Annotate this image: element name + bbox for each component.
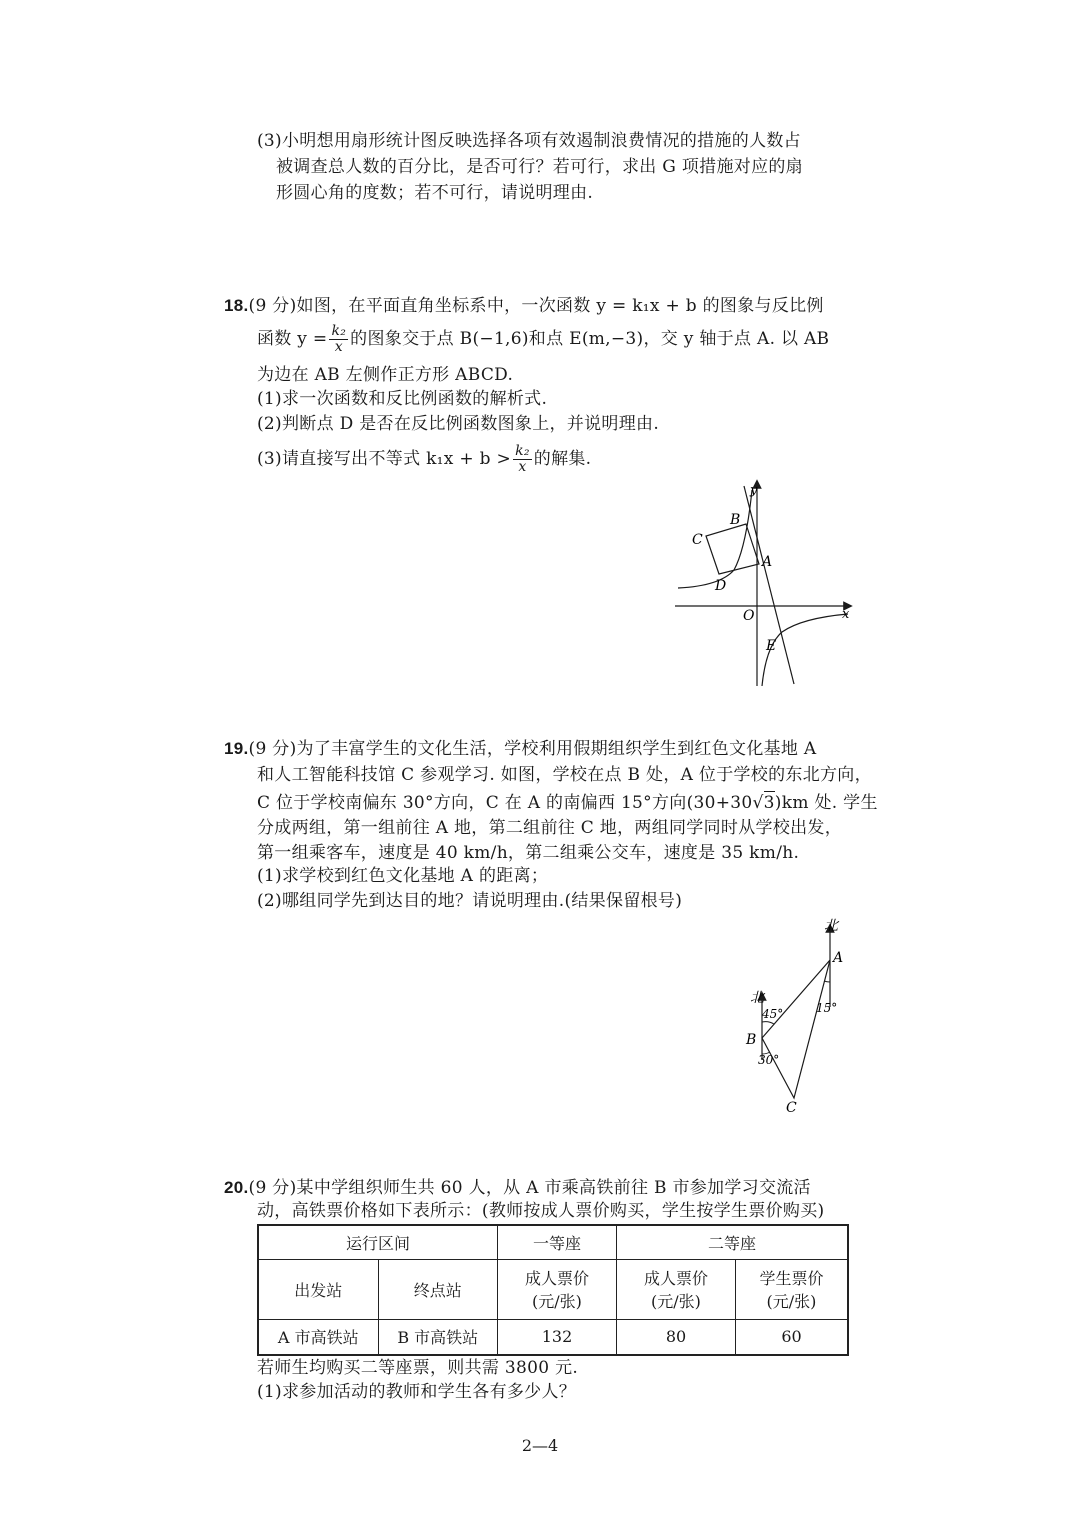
- table-header-row: [258, 1225, 848, 1259]
- q18-part3b: 的解集.: [533, 449, 592, 469]
- q18-line3: 为边在 AB 左侧作正方形 ABCD.: [257, 365, 514, 385]
- q19-line4: 分成两组，第一组前往 A 地，第二组前往 C 地，两组同学同时从学校出发，: [257, 818, 842, 838]
- label-a-q19: A: [833, 950, 844, 966]
- q19-line2: 和人工智能科技馆 C 参观学习. 如图，学校在点 B 处，A 位于学校的东北方向，: [257, 765, 872, 785]
- cell-arrive-station: B 市高铁站: [378, 1319, 498, 1355]
- label-15deg: 15°: [816, 1001, 838, 1015]
- q18-score: (9 分): [248, 296, 297, 316]
- ticket-price-table: [257, 1224, 849, 1356]
- label-d: D: [715, 578, 727, 594]
- q18-fraction: [329, 324, 348, 355]
- triangle-abc: [762, 960, 830, 1098]
- q19-number: 19.: [224, 739, 249, 758]
- square-abcd: [706, 524, 759, 574]
- q19-score: (9 分): [248, 739, 297, 759]
- q19-text3a: C 位于学校南偏东 30°方向，C 在 A 的南偏西 15°方向(30+30: [257, 793, 753, 813]
- adult-price-label-2: 成人票价: [643, 1269, 708, 1288]
- q19-line1: [224, 738, 817, 760]
- hyperbola-left-branch: [678, 490, 752, 588]
- label-e: E: [766, 638, 777, 654]
- label-c: C: [692, 532, 703, 548]
- q18-part1: (1)求一次函数和反比例函数的解析式.: [257, 389, 548, 409]
- q17-part3-line1: (3)小明想用扇形统计图反映选择各项有效遏制浪费情况的措施的人数占: [257, 131, 801, 151]
- q20-number: 20.: [224, 1178, 249, 1197]
- th-section: 运行区间: [258, 1225, 498, 1259]
- q19-text1: 为了丰富学生的文化生活，学校利用假期组织学生到红色文化基地 A: [296, 739, 817, 759]
- q18-part3: [257, 442, 591, 476]
- q19-part2: (2)哪组同学先到达目的地？请说明理由.(结果保留根号): [257, 891, 683, 911]
- page-number: 2—4: [521, 1436, 559, 1455]
- unit-label-3: (元/张): [766, 1292, 817, 1311]
- label-45deg: 45°: [762, 1007, 784, 1021]
- student-price-label: 学生票价: [759, 1269, 824, 1288]
- th-first-class: 一等座: [498, 1225, 617, 1259]
- angle-arc-45: [762, 1022, 774, 1024]
- q20-text1: 某中学组织师生共 60 人，从 A 市乘高铁前往 B 市参加学习交流活: [296, 1178, 811, 1198]
- q20-line2: 动，高铁票价格如下表所示：(教师按成人票价购买，学生按学生票价购买): [257, 1201, 825, 1221]
- q18-p3-frac-den: x: [518, 459, 527, 475]
- unit-label-1: (元/张): [532, 1292, 582, 1311]
- q18-number: 18.: [224, 296, 249, 315]
- table-row: [258, 1319, 848, 1355]
- q17-part3-line3: 形圆心角的度数；若不可行，请说明理由.: [276, 183, 594, 203]
- label-30deg: 30°: [758, 1053, 780, 1067]
- label-north-b: 北: [750, 990, 764, 1006]
- label-y: y: [750, 483, 758, 498]
- label-o: O: [743, 608, 755, 624]
- q18-coordinate-figure: [670, 478, 860, 690]
- q18-text1: 如图，在平面直角坐标系中，一次函数 y = k₁x + b 的图象与反比例: [296, 296, 824, 316]
- q19-text3b: )km 处. 学生: [774, 793, 878, 813]
- q18-frac-num: k₂: [331, 323, 347, 339]
- linear-function-line: [744, 486, 794, 684]
- th-adult-first: [498, 1259, 617, 1319]
- q20-part1: (1)求参加活动的教师和学生各有多少人？: [257, 1382, 577, 1402]
- q17-part3-line2: 被调查总人数的百分比，是否可行？若可行，求出 G 项措施对应的扇: [276, 157, 803, 177]
- cell-depart-station: A 市高铁站: [258, 1319, 378, 1355]
- q18-part3a: (3)请直接写出不等式 k₁x + b >: [257, 449, 512, 469]
- q18-part2: (2)判断点 D 是否在反比例函数图象上，并说明理由.: [257, 414, 660, 434]
- q20-score: (9 分): [248, 1178, 297, 1198]
- label-b-q19: B: [746, 1032, 757, 1048]
- q19-sqrt: 3: [763, 793, 775, 813]
- q18-line1: [224, 295, 824, 317]
- q18-p3-fraction: [513, 444, 532, 475]
- q19-part1: (1)求学校到红色文化基地 A 的距离；: [257, 866, 549, 886]
- q19-direction-figure: [740, 912, 860, 1118]
- adult-price-label-1: 成人票价: [524, 1269, 589, 1288]
- th-student-second: [736, 1259, 849, 1319]
- th-second-class: 二等座: [617, 1225, 849, 1259]
- q18-frac-den: x: [334, 339, 343, 355]
- q18-text2a: 函数 y =: [257, 329, 328, 349]
- q18-text2b: 的图象交于点 B(−1,6)和点 E(m,−3)，交 y 轴于点 A. 以 AB: [350, 329, 830, 349]
- cell-first-adult-price: 132: [498, 1319, 617, 1355]
- cell-second-adult-price: 80: [617, 1319, 736, 1355]
- label-x: x: [842, 607, 850, 622]
- q19-line5: 第一组乘客车，速度是 40 km/h，第二组乘公交车，速度是 35 km/h.: [257, 843, 800, 863]
- label-c-q19: C: [786, 1100, 797, 1116]
- cell-second-student-price: 60: [736, 1319, 849, 1355]
- unit-label-2: (元/张): [651, 1292, 701, 1311]
- th-arrive: 终点站: [378, 1259, 498, 1319]
- th-depart: 出发站: [258, 1259, 378, 1319]
- q20-after-table: 若师生均购买二等座票，则共需 3800 元.: [257, 1358, 579, 1378]
- q19-line3: C 位于学校南偏东 30°方向，C 在 A 的南偏西 15°方向(30+30√3)km 处. 学生: [257, 793, 878, 813]
- label-b: B: [730, 512, 741, 528]
- q18-p3-frac-num: k₂: [515, 443, 530, 459]
- label-north-a: 北: [824, 918, 838, 934]
- label-a: A: [762, 554, 773, 570]
- th-adult-second: [617, 1259, 736, 1319]
- q18-line2: [257, 322, 829, 356]
- q20-line1: [224, 1177, 811, 1199]
- table-subheader-row: [258, 1259, 848, 1319]
